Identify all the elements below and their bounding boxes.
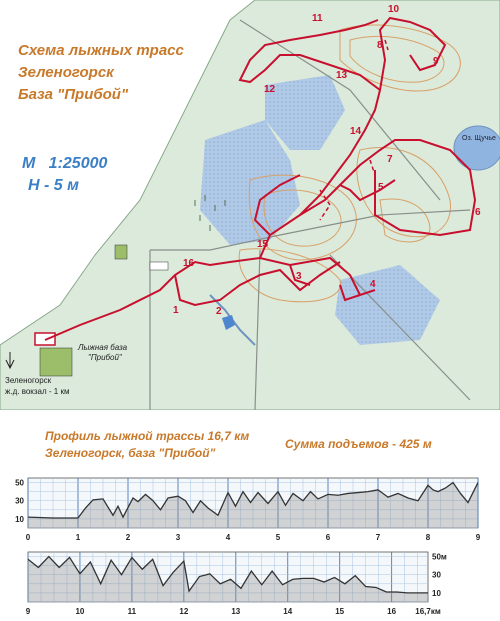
marker-label: 15 — [257, 239, 269, 250]
x-tick-label: 9 — [25, 607, 31, 616]
marker-label: 7 — [387, 154, 393, 165]
marker-label: 6 — [475, 207, 481, 218]
marker-label: 1 — [173, 305, 179, 316]
x-tick-label: 10 — [75, 607, 85, 616]
map-title — [18, 40, 184, 106]
marker-label: 5 — [378, 182, 384, 193]
scale-ratio: М 1:25000 — [22, 155, 108, 172]
x-tick-label: 16 — [387, 607, 397, 616]
x-tick-label: 11 — [127, 607, 137, 616]
y-tick-label: 30 — [15, 496, 24, 506]
y-tick-label: 10 — [15, 514, 24, 524]
marker-label: 10 — [388, 4, 400, 15]
marker-label: 13 — [336, 70, 348, 81]
building — [40, 348, 72, 376]
x-tick-label: 7 — [375, 533, 381, 542]
x-tick-label: 4 — [225, 533, 231, 542]
profile-title-line: Зеленогорск, база "Прибой" — [45, 446, 216, 460]
x-tick-label: 13 — [231, 607, 241, 616]
x-tick-label: 2 — [125, 533, 131, 542]
x-tick-label: 16,7км — [415, 607, 441, 616]
lake-shchuchye — [454, 126, 500, 170]
profile-chart-1 — [15, 478, 481, 542]
marker-label: 8 — [377, 40, 383, 51]
map-scale — [22, 153, 107, 197]
x-tick-label: 9 — [475, 533, 481, 542]
title-line: Схема лыжных трасс — [18, 42, 184, 59]
marker-label: 9 — [433, 56, 439, 67]
x-tick-label: 3 — [175, 533, 181, 542]
elevation-profiles — [0, 420, 500, 621]
climb-total: Сумма подъемов - 425 м — [285, 437, 432, 451]
x-tick-label: 6 — [325, 533, 331, 542]
base-label-1: Лыжная база — [78, 343, 128, 352]
station-label-2: ж.д. вокзал - 1 км — [5, 387, 70, 396]
x-tick-label: 8 — [425, 533, 431, 542]
title-line: База "Прибой" — [18, 86, 129, 103]
contour-interval: Н - 5 м — [28, 177, 79, 194]
marker-label: 11 — [312, 13, 323, 24]
marker-label: 12 — [264, 84, 276, 95]
y-tick-label: 30 — [432, 570, 441, 580]
x-tick-label: 5 — [275, 533, 281, 542]
building — [115, 245, 127, 259]
station-label-1: Зеленогорск — [5, 376, 52, 385]
x-tick-label: 1 — [75, 533, 81, 542]
x-tick-label: 0 — [25, 533, 31, 542]
title-line: Зеленогорск — [18, 64, 114, 81]
lake-label: Оз. Щучье — [462, 135, 496, 142]
profile-chart-2 — [26, 552, 447, 616]
y-tick-label: 10 — [432, 588, 441, 598]
y-tick-label: 50м — [432, 552, 447, 562]
x-tick-label: 14 — [283, 607, 293, 616]
x-tick-label: 12 — [179, 607, 189, 616]
base-label-2: "Прибой" — [88, 353, 122, 362]
marker-label: 14 — [350, 126, 362, 137]
marker-label: 4 — [370, 279, 376, 290]
marker-label: 2 — [216, 306, 222, 317]
x-tick-label: 15 — [335, 607, 345, 616]
marker-label: 3 — [296, 271, 302, 282]
profile-title-line: Профиль лыжной трассы 16,7 км — [45, 429, 250, 443]
y-tick-label: 50 — [15, 478, 24, 488]
building — [150, 262, 168, 270]
marker-label: 16 — [183, 258, 195, 269]
